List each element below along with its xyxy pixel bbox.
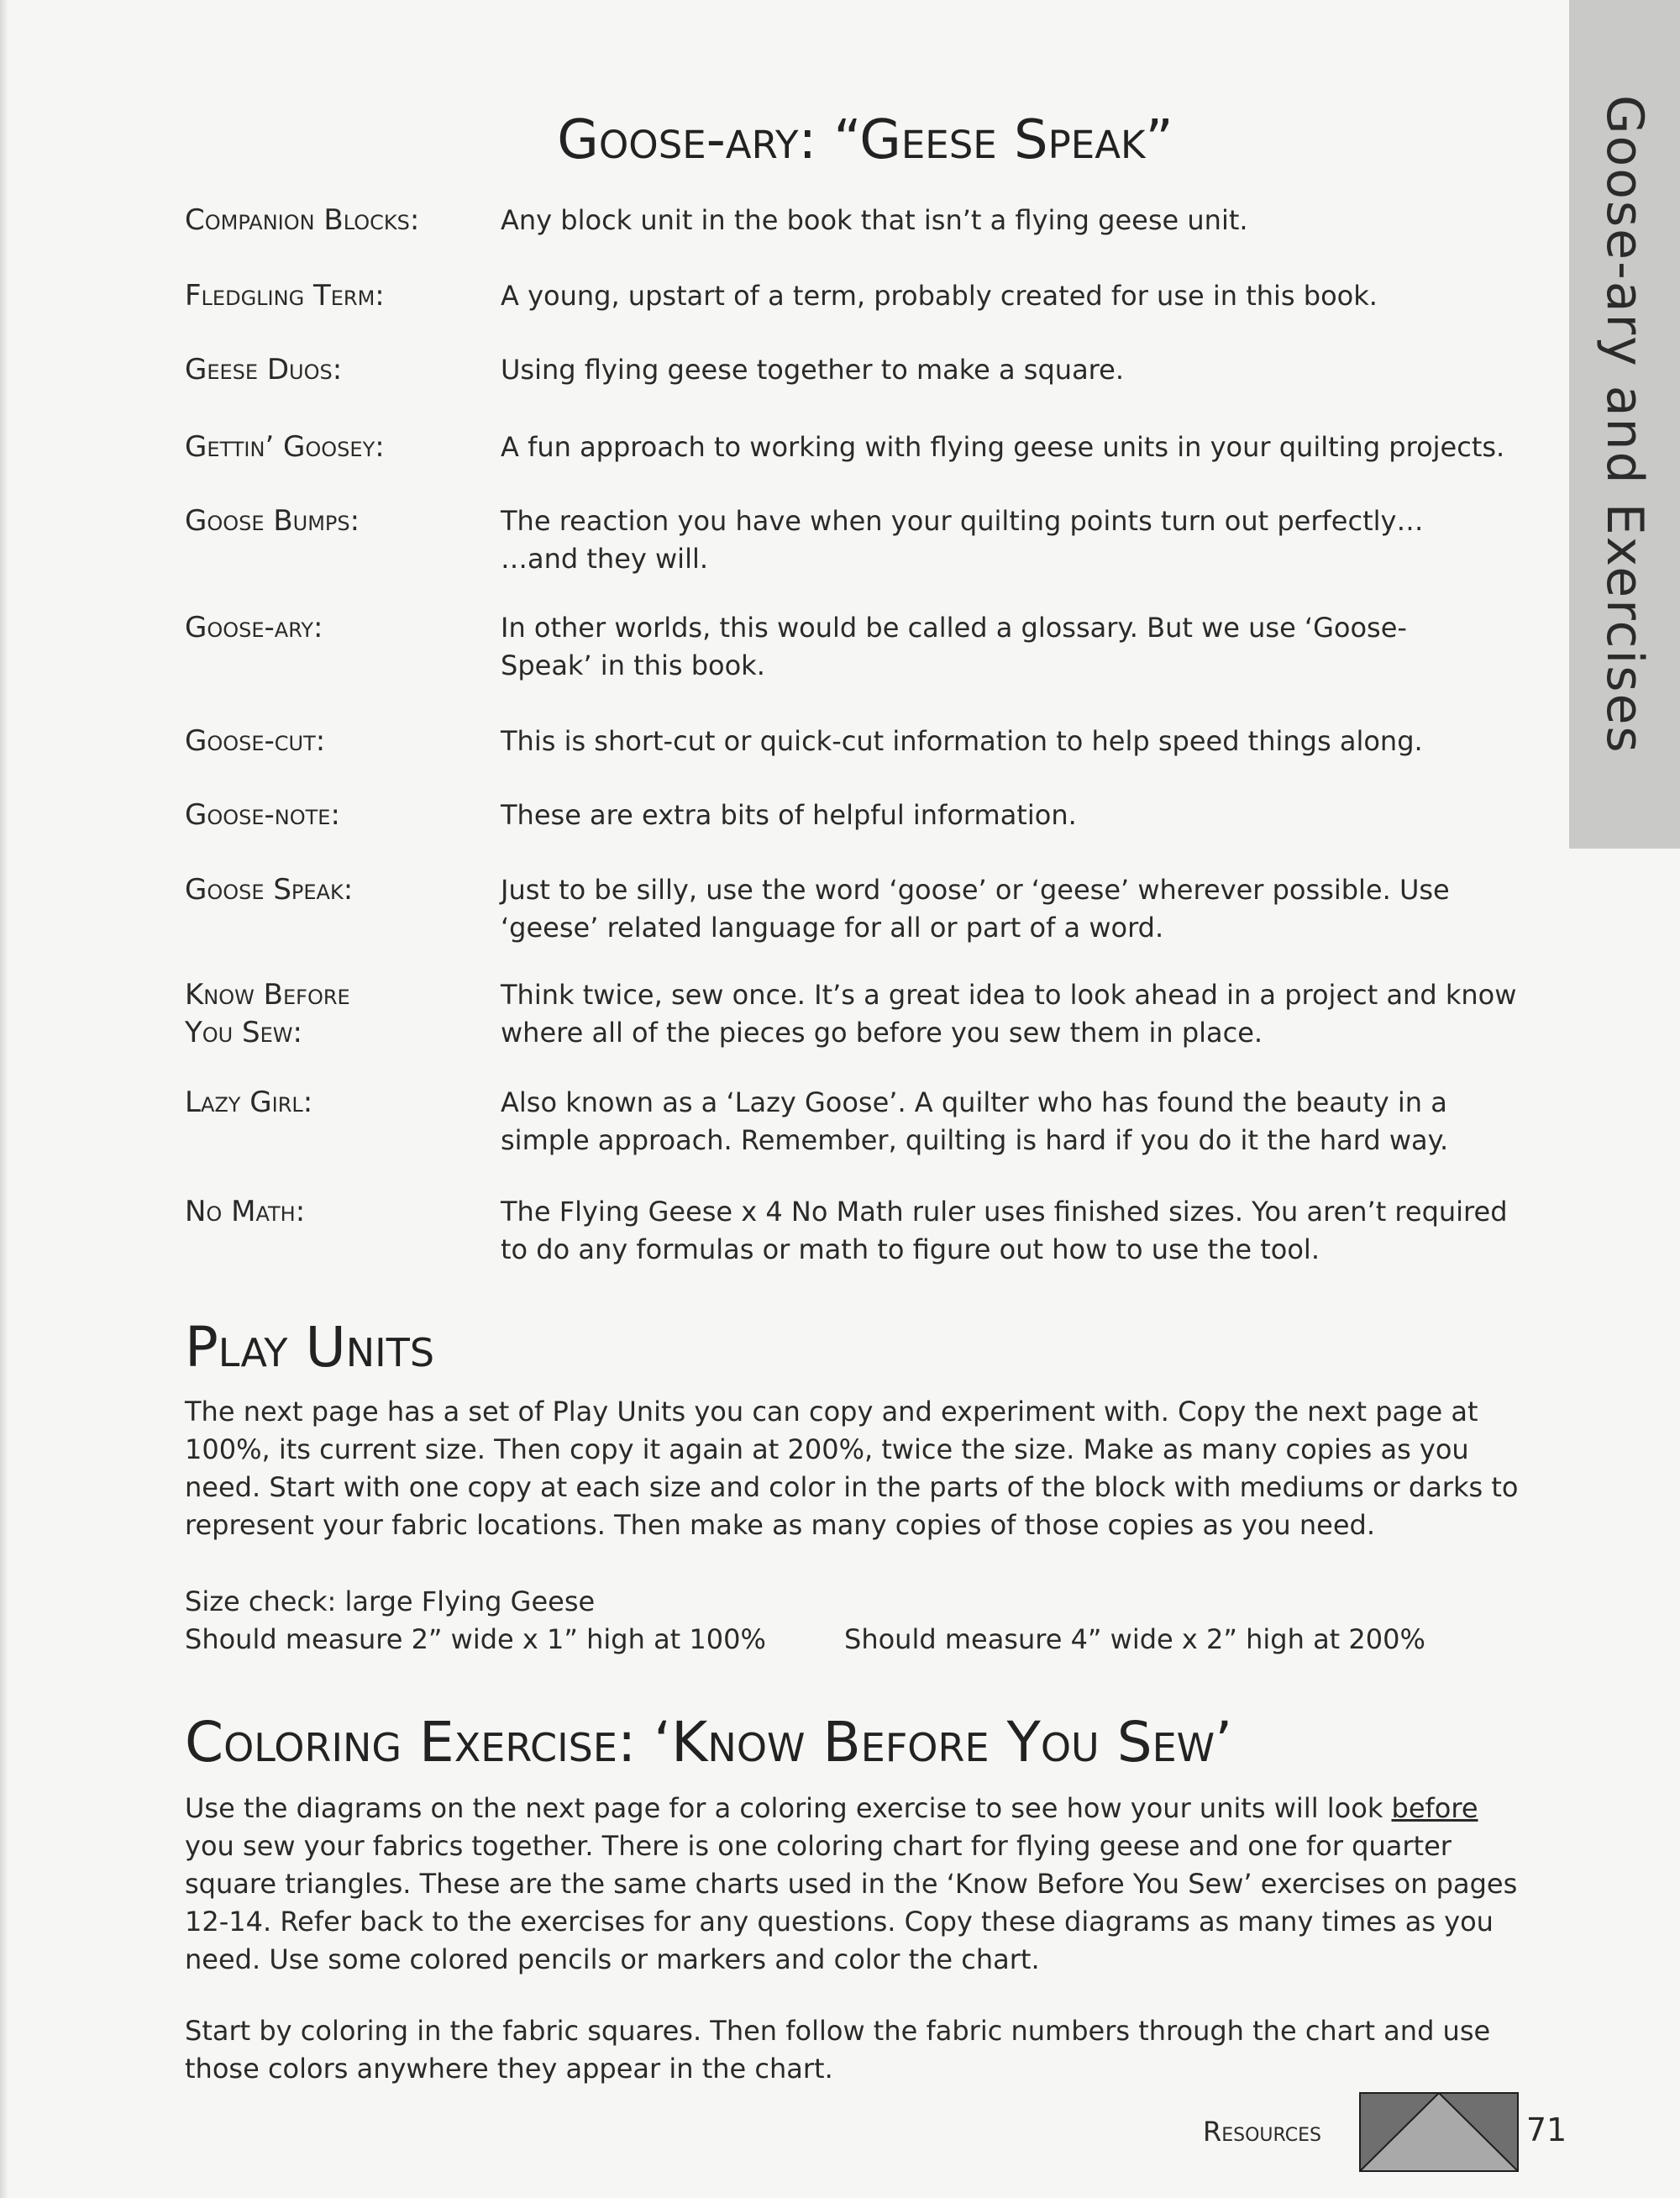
flying-geese-icon (1359, 2092, 1519, 2172)
measure-100: Should measure 2” wide x 1” high at 100% (185, 1623, 766, 1655)
glossary-definition: The reaction you have when your quilting points turn out perfectly… …and they will. (501, 505, 1424, 575)
body-text: you sew your fabrics together. There is one coloring chart for flying geese and one for quarter square triangles. These are the same charts used in the ‘Know Before You Sew’ exercises on pages 12-14. Refer back to the exercises for any questions. Copy these diagrams as many times as you need. Use some colored pencils or markers and color the chart. (185, 1830, 1518, 1975)
glossary-term: Goose-cut: (185, 724, 326, 758)
glossary-term: Know Before You Sew: (185, 978, 350, 1049)
glossary-term: Fledgling Term: (185, 279, 385, 313)
glossary-term: Goose Bumps: (185, 504, 360, 538)
glossary-definition: Think twice, sew once. It’s a great idea to look ahead in a project and know where all of the pieces go before you sew them in place. (501, 979, 1517, 1049)
play-units-body: The next page has a set of Play Units you can copy and experiment with. Copy the next page at 100%, its current size. Then copy it again at 200%, twice the size. Make as many copies as you need. Start with one copy at each size and color in the parts of the block with mediums or darks to represent your fabric locations. Then make as many copies of those copies as you need. (185, 1396, 1519, 1541)
page-edge (0, 0, 8, 2198)
glossary-definition: These are extra bits of helpful information. (501, 799, 1077, 831)
footer-section-label: Resources (1203, 2116, 1321, 2148)
coloring-exercise-heading: Coloring Exercise: ‘Know Before You Sew’ (185, 1710, 1233, 1775)
glossary-term: Gettin’ Goosey: (185, 430, 385, 464)
body-text: Use the diagrams on the next page for a coloring exercise to see how your units will look (185, 1792, 1383, 1824)
glossary-term: No Math: (185, 1195, 306, 1228)
coloring-exercise-body-2: Start by coloring in the fabric squares. Then follow the fabric numbers through the chart and use those colors anywhere they appear in the chart. (185, 2015, 1491, 2085)
coloring-exercise-body (185, 1790, 1529, 1979)
glossary-term: Goose-ary: (185, 611, 323, 644)
glossary-term: Goose Speak: (185, 873, 354, 907)
glossary-term: Geese Duos: (185, 353, 343, 386)
play-units-heading: Play Units (185, 1315, 435, 1380)
glossary-definition: The Flying Geese x 4 No Math ruler uses finished sizes. You aren’t required to do any formulas or math to figure out how to use the tool. (501, 1196, 1508, 1265)
glossary-definition: This is short-cut or quick-cut information to help speed things along. (501, 725, 1423, 757)
page-title: Goose-ary: “Geese Speak” (557, 109, 1173, 171)
glossary-definition: Just to be silly, use the word ‘goose’ or ‘geese’ wherever possible. Use ‘geese’ related language for all or part of a word. (501, 874, 1450, 944)
measure-200: Should measure 4” wide x 2” high at 200% (844, 1623, 1425, 1655)
glossary-definition: A young, upstart of a term, probably created for use in this book. (501, 280, 1378, 312)
glossary-term: Goose-note: (185, 798, 340, 832)
page-number: 71 (1525, 2111, 1567, 2148)
glossary-definition: In other worlds, this would be called a glossary. But we use ‘Goose-Speak’ in this book. (501, 612, 1407, 681)
underlined-word: before (1391, 1792, 1478, 1824)
size-check: Size check: large Flying Geese (185, 1585, 596, 1617)
side-tab-label: Goose-ary and Exercises (1595, 94, 1654, 755)
glossary-definition: Any block unit in the book that isn’t a flying geese unit. (501, 204, 1248, 236)
glossary-term: Companion Blocks: (185, 203, 420, 237)
glossary-definition: Using flying geese together to make a square. (501, 354, 1124, 386)
glossary-definition: Also known as a ‘Lazy Goose’. A quilter who has found the beauty in a simple approach. Remember, quilting is hard if you do it the hard way. (501, 1086, 1449, 1156)
glossary-definition: A fun approach to working with flying geese units in your quilting projects. (501, 431, 1505, 463)
glossary-term: Lazy Girl: (185, 1086, 313, 1119)
